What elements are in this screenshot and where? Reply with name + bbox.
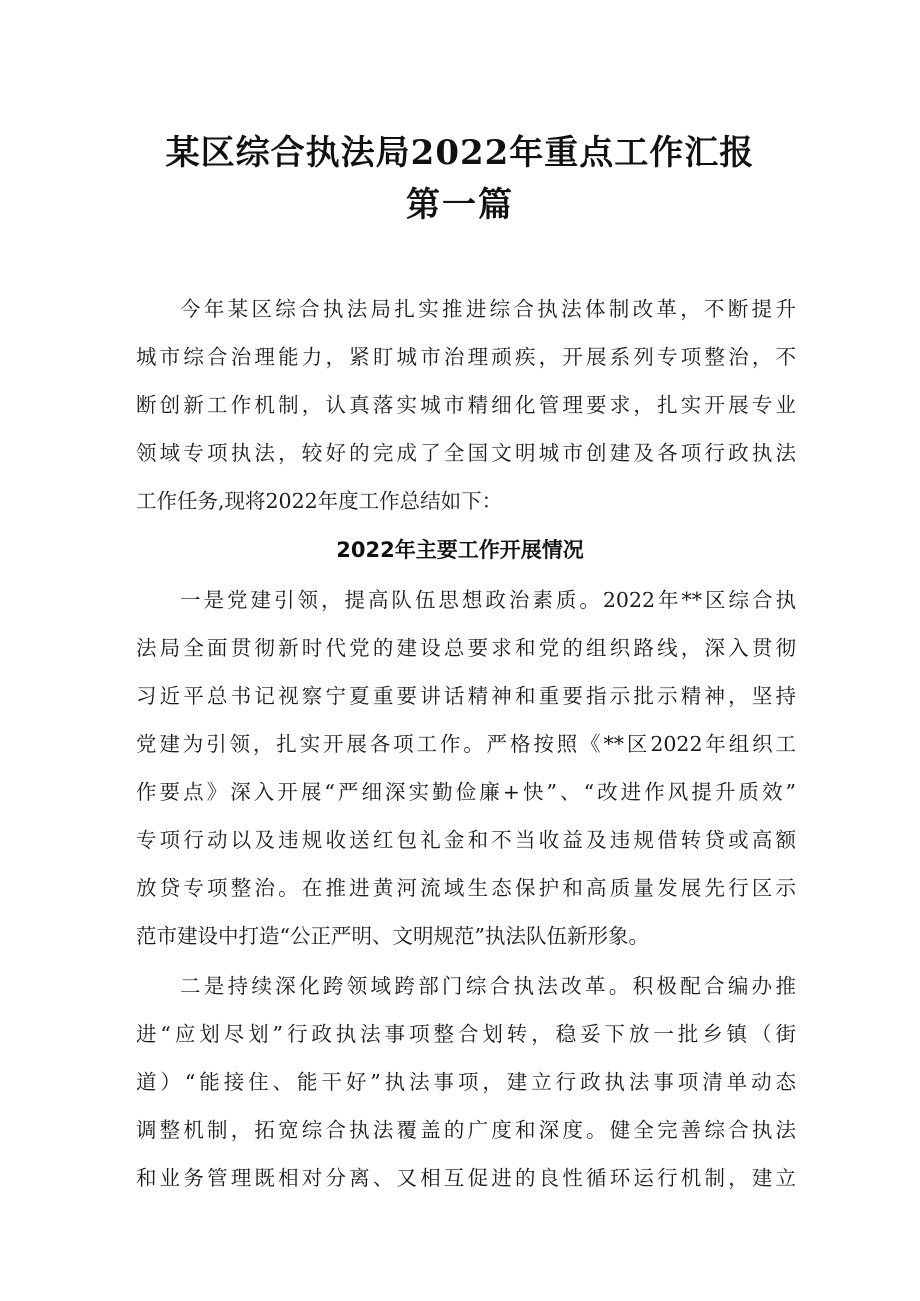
text-line: 范市建设中打造“公正严明、文明规范”执法队伍新形象。 [136,924,649,948]
text-line: 领域专项执法，较好的完成了全国文明城市创建及各项行政执法 [136,441,796,465]
text-line: 道）“能接住、能干好”执法事项，建立行政执法事项清单动态 [136,1070,796,1094]
text-line: 党建为引领，扎实开展各项工作。严格按照《**区2022年组织工 [136,732,796,756]
text-line: 和业务管理既相对分离、又相互促进的良性循环运行机制，建立 [136,1166,796,1190]
document-subtitle: 第一篇 [406,185,514,225]
section-heading: 2022年主要工作开展情况 [336,538,584,562]
text-line: 今年某区综合执法局扎实推进综合执法体制改革，不断提升 [180,297,796,321]
document-title: 某区综合执法局2022年重点工作汇报 [165,133,755,173]
text-line: 工作任务,现将2022年度工作总结如下： [136,489,503,513]
text-line: 断创新工作机制，认真落实城市精细化管理要求，扎实开展专业 [136,393,796,417]
intro-paragraph [136,285,796,525]
text-line: 调整机制，拓宽综合执法覆盖的广度和深度。健全完善综合执法 [136,1118,796,1142]
text-line: 法局全面贯彻新时代党的建设总要求和党的组织路线，深入贯彻 [136,636,796,660]
text-line: 放贷专项整治。在推进黄河流域生态保护和高质量发展先行区示 [136,876,796,900]
text-line: 专项行动以及违规收送红包礼金和不当收益及违规借转贷或高额 [136,828,796,852]
text-line: 作要点》深入开展“严细深实勤俭廉+快”、“改进作风提升质效” [136,780,796,804]
text-line: 城市综合治理能力，紧盯城市治理顽疾，开展系列专项整治，不 [136,345,796,369]
text-line: 一是党建引领，提高队伍思想政治素质。2022年**区综合执 [180,588,796,612]
paragraph-reform [136,962,796,1202]
paragraph-party-building [136,576,796,960]
text-line: 习近平总书记视察宁夏重要讲话精神和重要指示批示精神，坚持 [136,684,796,708]
text-line: 二是持续深化跨领域跨部门综合执法改革。积极配合编办推 [180,974,796,998]
text-line: 进“应划尽划”行政执法事项整合划转，稳妥下放一批乡镇（街 [136,1022,796,1046]
